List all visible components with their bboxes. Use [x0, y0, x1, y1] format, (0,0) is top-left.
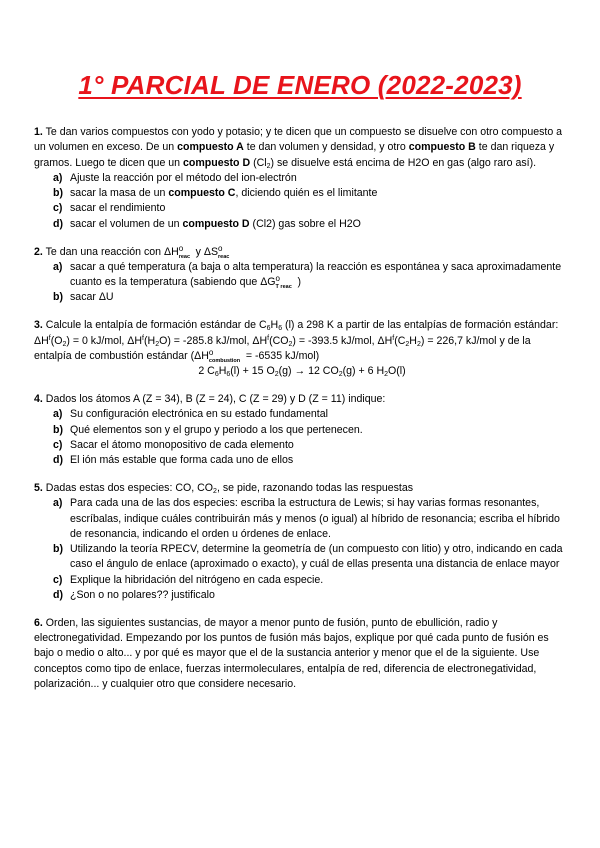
list-item: a) Su configuración electrónica en su estado fundamental — [53, 408, 328, 421]
list-item: a) Para cada una de las dos especies: escriba la estructura de Lewis; si hay varias formas resonantes, escríbalas, indique cuáles contribuirán más y menos (o igual) al híbrido de resonancia; escriba el híbrido de resonancia, indicando el orden u órdenes de enlace. — [53, 497, 560, 540]
list-item: c) Sacar el átomo monopositivo de cada elemento — [53, 438, 294, 451]
list-item: a) sacar a qué temperatura (a baja o alta temperatura) la reacción es espontánea y saca aproximadamente cuanto es la temperatura (sabiendo que ΔG o T reac ) — [53, 260, 562, 291]
question-number: 5. — [34, 481, 43, 494]
page-title: 1° PARCIAL DE ENERO (2022-2023) — [78, 70, 522, 100]
question-number: 3. — [34, 319, 43, 332]
question-4-items — [34, 407, 570, 468]
question-4 — [34, 392, 570, 468]
list-item: d) El ión más estable que forma cada uno de ellos — [53, 454, 294, 467]
question-2 — [34, 245, 570, 306]
question-4-text: 4. Dados los átomos A (Z = 34), B (Z = 24), C (Z = 29) y D (Z = 11) indique: — [34, 392, 386, 405]
question-number: 4. — [34, 392, 43, 405]
list-item: b) Utilizando la teoría RPECV, determine la geometría de (un compuesto con litio) y otro, indicando en cada caso el ángulo de enlace (aproximado o exacto), y cuál de ellas presenta una distancia de enlace mayor — [53, 543, 563, 571]
list-item: d) sacar el volumen de un compuesto D (Cl2) gas sobre el H2O — [53, 217, 361, 230]
question-number: 2. — [34, 245, 43, 258]
question-2-items — [34, 260, 570, 306]
question-6-text: 6. Orden, las siguientes sustancias, de mayor a menor punto de fusión, punto de ebullición, radio y electronegatividad. Empezando por los puntos de fusión más bajos, explique por qué cada punto de fusión es bajo o medio o alto... y por qué es mayor que el de la sustancia anterior y menor que el de la siguiente. Use conceptos como tipo de enlace, fuerzas intermoleculares, entalpía de red, diferencia de electronegatividad, polarización... y cualquier otro que considere necesario. — [34, 616, 549, 690]
question-1 — [34, 125, 570, 232]
list-item: b) Qué elementos son y el grupo y periodo a los que pertenecen. — [53, 423, 363, 436]
question-3 — [34, 318, 570, 379]
question-number: 6. — [34, 616, 43, 629]
question-2-text: 2. Te dan una reacción con ΔH o reac y ΔS o reac — [34, 243, 230, 260]
question-1-items — [34, 171, 570, 232]
question-5 — [34, 481, 570, 603]
list-item: a) Ajuste la reacción por el método del ion-electrón — [53, 171, 297, 184]
question-number: 1. — [34, 126, 43, 138]
question-3-text: 3. Calcule la entalpía de formación estándar de $C_6H_6$ (l) a 298 K a partir de las entalpías de formación estándar: $\Delta H^f(O_2) = 0$ kJ/mol, $\Delta H^f(H_2O) = -285.8$ kJ/mol, $\Delta H^f(CO_2) = -393.5$ kJ/mol, $\Delta H^f(C_2H_2) = 226,7$ kJ/mol y de la entalpía de combustión estándar (ΔH o combustion = -6535 kJ/mol) — [34, 319, 559, 364]
question-5-text: 5. Dadas estas dos especies: CO, $CO_2$, se pide, razonando todas las respuestas — [34, 481, 414, 495]
question-5-items — [34, 496, 570, 603]
question-1-text: 1. Te dan varios compuestos con yodo y potasio; y te dicen que un compuesto se disuelve con otro compuesto a un volumen en exceso. De un compuesto A te dan volumen y densidad, y otro compuesto B te dan riqueza y gramos. Luego te dicen que un compuesto D $(Cl_2)$ se disuelve está encima de H2O en gas (algo raro así). — [34, 126, 563, 170]
exam-content — [34, 125, 570, 705]
chemical-equation: 2 $C_6H_6(l) + 15$ $O_2(g) \to 12$ $CO_2(g) + 6$ $H_2O(l)$ — [198, 365, 406, 379]
list-item: c) Explique la hibridación del nitrógeno en cada especie. — [53, 573, 324, 586]
question-6 — [34, 616, 570, 692]
list-item: b) sacar ΔU — [53, 291, 114, 304]
list-item: c) sacar el rendimiento — [53, 202, 166, 215]
list-item: d) ¿Son o no polares?? justificalo — [53, 589, 215, 602]
list-item: b) sacar la masa de un compuesto C, diciendo quién es el limitante — [53, 187, 378, 200]
